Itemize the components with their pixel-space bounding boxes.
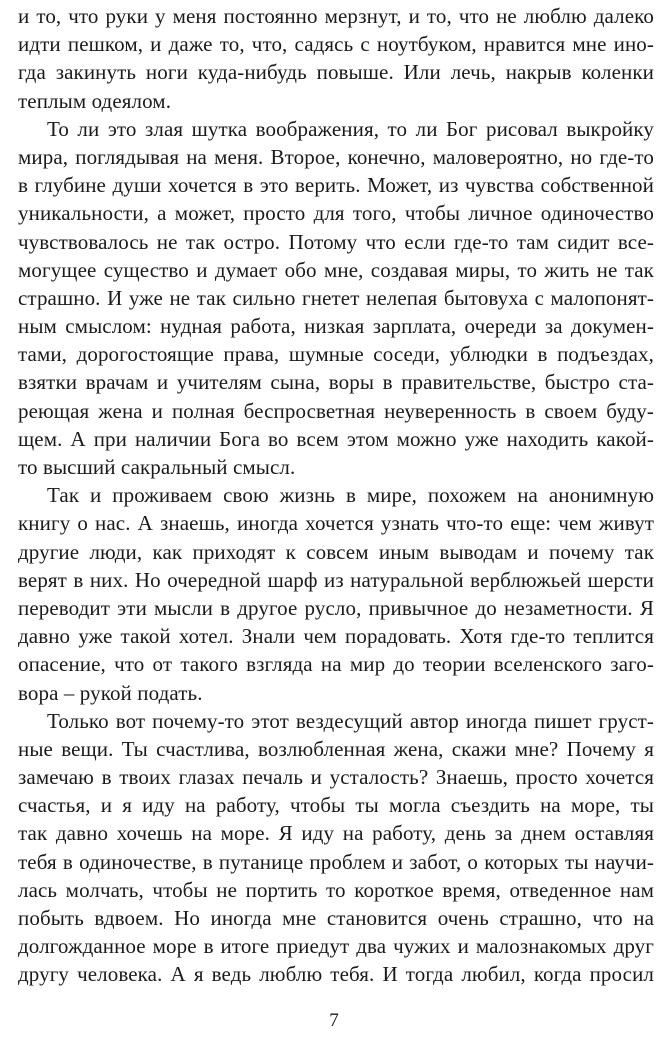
text-line: лась молчать, чтобы не портить то короткое время, отведенное нам [18,877,654,902]
text-line: другие люди, как приходят к совсем иным выводам и почему так [18,539,654,564]
paragraph-3 [18,481,654,707]
text-line: давно уже такой хотел. Знали чем порадовать. Хотя где-то теплится [18,624,654,649]
text-line: То ли это злая шутка воображения, то ли Бог рисовал выкройку [47,116,654,141]
paragraph-4 [18,707,654,989]
text-line: чувствовалось не так остро. Потому что если где-то там сидит все- [18,229,654,254]
text-line: долгожданное море в итоге приедут два чужих и малознакомых друг [18,934,654,959]
text-line: идти пешком, и даже то, что, садясь с ноутбуком, нравится мне ино- [18,32,654,57]
text-line: Так и проживаем свою жизнь в мире, похожем на анонимную [47,483,654,508]
text-line: теплым одеялом. [18,88,172,113]
text-line: ным смыслом: нудная работа, низкая зарплата, очереди за докумен- [18,314,654,339]
body-text [18,2,654,989]
text-line: верят в них. Но очередной шарф из натуральной верблюжьей шерсти [18,567,654,592]
text-line: тами, дорогостоящие права, шумные соседи, ублюдки в подъездах, [18,342,654,367]
text-line: побыть вдвоем. Но иногда мне становится очень страшно, что на [18,906,654,930]
text-line: мира, поглядывая на меня. Второе, конечно, маловероятно, но где-то [18,144,654,169]
text-line: Только вот почему-то этот вездесущий автор иногда пишет груст- [47,708,654,733]
text-line: так давно хочешь на море. Я иду на работу, день за днем оставляя [18,821,654,846]
text-line: тебя в одиночестве, в путанице проблем и забот, о которых ты научи- [18,849,654,874]
text-line: то высший сакральный смысл. [18,455,296,479]
text-line: опасение, что от такого взгляда на мир до теории вселенского заго- [18,652,654,677]
text-line: и то, что руки у меня постоянно мерзнут, и то, что не люблю далеко [18,4,654,28]
text-line: взятки врачам и учителям сына, воры в правительстве, быстро ста- [18,370,654,395]
text-line: реющая жена и полная беспросветная неуверенность в своем буду- [18,398,654,423]
paragraph-1 [18,2,654,115]
text-line: ные вещи. Ты счастлива, возлюбленная жена, скажи мне? Почему я [18,736,654,761]
text-line: счастья, и я иду на работу, чтобы ты могла съездить на море, ты [18,793,654,818]
paragraph-2 [18,115,654,481]
text-line: могущее существо и думает обо мне, создавая миры, то жить не так [18,257,654,282]
text-line: вора – рукой подать. [18,680,203,705]
text-line: книгу о нас. А знаешь, иногда хочется узнать что-то еще: чем живут [18,511,654,536]
text-line: гда закинуть ноги куда-нибудь повыше. Или лечь, накрыв коленки [18,60,654,85]
text-line: замечаю в твоих глазах печаль и усталость? Знаешь, просто хочется [18,765,654,790]
text-line: щем. А при наличии Бога во всем этом можно уже находить какой- [18,426,654,451]
text-line: страшно. И уже не так сильно гнетет нелепая бытовуха с малопонят- [18,285,654,310]
text-line: другу человека. А я ведь люблю тебя. И тогда любил, когда просил [18,962,654,987]
text-line: в глубине души хочется в это верить. Может, из чувства собственной [18,173,654,198]
text-line: уникальности, а может, просто для того, чтобы личное одиночество [18,201,654,226]
text-line: переводит эти мысли в другое русло, привычное до незаметности. Я [18,595,654,620]
page-number: 7 [329,1010,339,1031]
